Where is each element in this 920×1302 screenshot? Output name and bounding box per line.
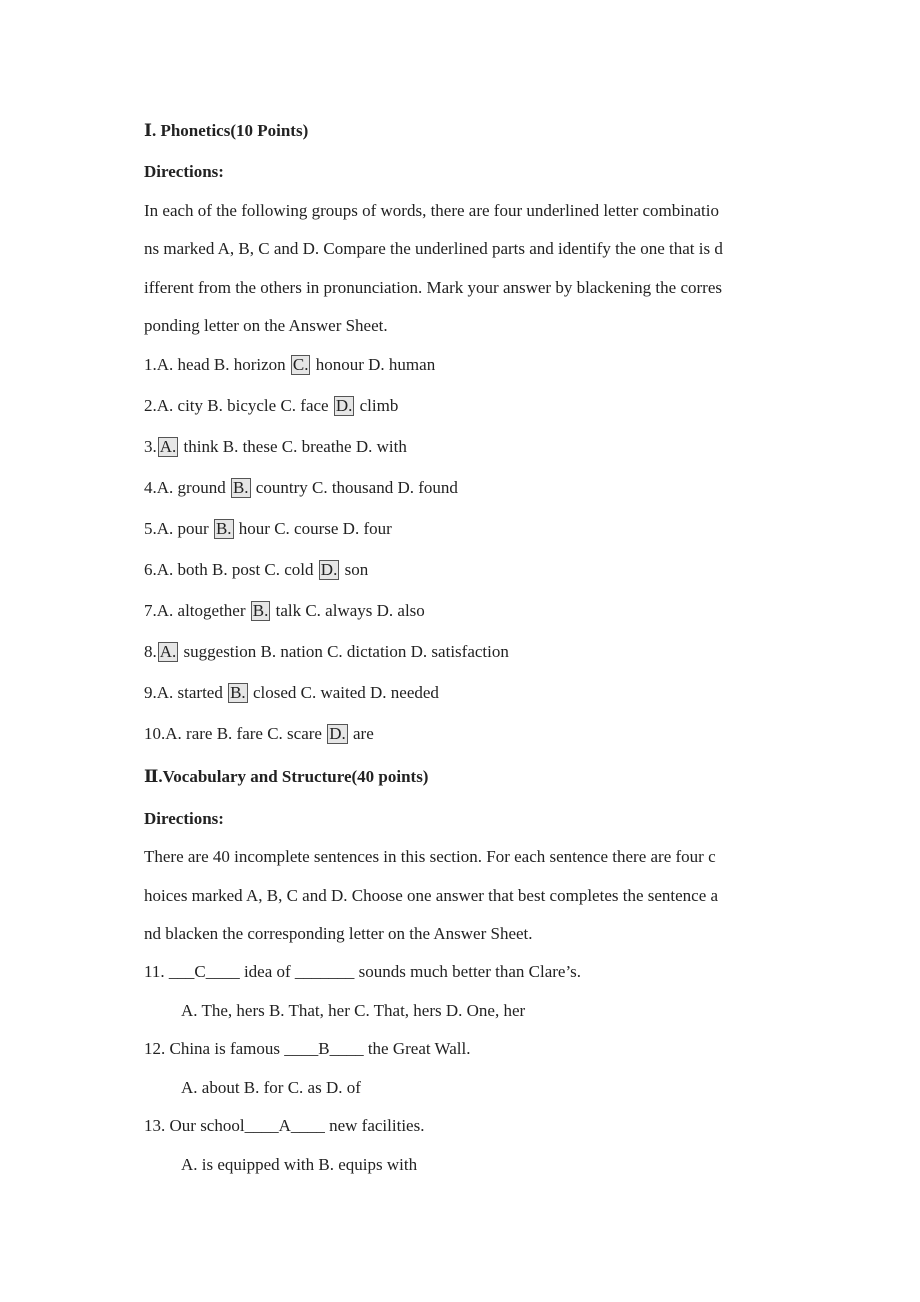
phonetics-question-6	[144, 558, 368, 582]
section2-directions-line: There are 40 incomplete sentences in this section. For each sentence there are four c	[144, 847, 716, 866]
vocab-question-13-stem: 13. Our school____A____ new facilities.	[144, 1116, 425, 1135]
question-text: 9.A. started	[144, 683, 228, 702]
question-text: 4.A. ground	[144, 478, 230, 497]
phonetics-question-8	[144, 640, 509, 664]
question-text: 3.	[144, 437, 157, 456]
question-text: hour C. course D. four	[234, 519, 392, 538]
section2-directions-label: Directions:	[144, 809, 224, 828]
vocab-question-12-options: A. about B. for C. as D. of	[181, 1078, 361, 1097]
section1-directions-line: ponding letter on the Answer Sheet.	[144, 316, 388, 335]
phonetics-question-7	[144, 599, 425, 623]
question-text: suggestion B. nation C. dictation D. satisfaction	[179, 642, 509, 661]
answer-box: A.	[159, 642, 177, 661]
question-text: are	[348, 724, 374, 743]
phonetics-question-4	[144, 476, 458, 500]
phonetics-question-1	[144, 353, 435, 377]
answer-box: B.	[230, 683, 246, 702]
vocab-question-11-stem: 11. ___C____ idea of _______ sounds much better than Clare’s.	[144, 962, 582, 981]
question-text: talk C. always D. also	[271, 601, 425, 620]
section1-directions-line: ns marked A, B, C and D. Compare the underlined parts and identify the one that is d	[144, 239, 723, 258]
phonetics-question-9	[144, 681, 439, 705]
section2-heading: Ⅱ.Vocabulary and Structure(40 points)	[144, 767, 429, 786]
question-text: think B. these C. breathe D. with	[179, 437, 407, 456]
answer-box: D.	[335, 396, 353, 415]
section1-directions-line: ifferent from the others in pronunciation. Mark your answer by blackening the corres	[144, 278, 722, 297]
answer-box: B.	[252, 601, 269, 620]
question-text: honour D. human	[311, 355, 436, 374]
question-text: son	[340, 560, 369, 579]
question-text: 2.A. city B. bicycle C. face	[144, 396, 333, 415]
phonetics-question-3	[144, 435, 407, 459]
question-text: 8.	[144, 642, 157, 661]
answer-box: A.	[159, 437, 177, 456]
vocab-question-13-options: A. is equipped with B. equips with	[181, 1155, 418, 1174]
phonetics-question-2	[144, 394, 398, 418]
section1-heading: Ⅰ. Phonetics(10 Points)	[144, 121, 309, 140]
question-text: climb	[355, 396, 399, 415]
question-text: country C. thousand D. found	[251, 478, 458, 497]
answer-box: B.	[232, 478, 249, 497]
question-text: 5.A. pour	[144, 519, 213, 538]
answer-box: B.	[215, 519, 232, 538]
section2-directions-line: nd blacken the corresponding letter on the Answer Sheet.	[144, 924, 533, 943]
vocab-question-11-options: A. The, hers B. That, her C. That, hers D. One, her	[181, 1001, 526, 1020]
phonetics-question-5	[144, 517, 392, 541]
answer-box: D.	[320, 560, 338, 579]
question-text: 7.A. altogether	[144, 601, 250, 620]
phonetics-question-10	[144, 722, 374, 746]
question-text: closed C. waited D. needed	[248, 683, 439, 702]
section2-directions-line: hoices marked A, B, C and D. Choose one answer that best completes the sentence a	[144, 886, 719, 905]
vocab-question-12-stem: 12. China is famous ____B____ the Great Wall.	[144, 1039, 471, 1058]
question-text: 10.A. rare B. fare C. scare	[144, 724, 327, 743]
answer-box: C.	[292, 355, 309, 374]
section1-directions-line: In each of the following groups of words, there are four underlined letter combinatio	[144, 201, 719, 220]
section1-directions-label: Directions:	[144, 162, 224, 181]
question-text: 1.A. head B. horizon	[144, 355, 290, 374]
question-text: 6.A. both B. post C. cold	[144, 560, 318, 579]
answer-box: D.	[329, 724, 346, 743]
